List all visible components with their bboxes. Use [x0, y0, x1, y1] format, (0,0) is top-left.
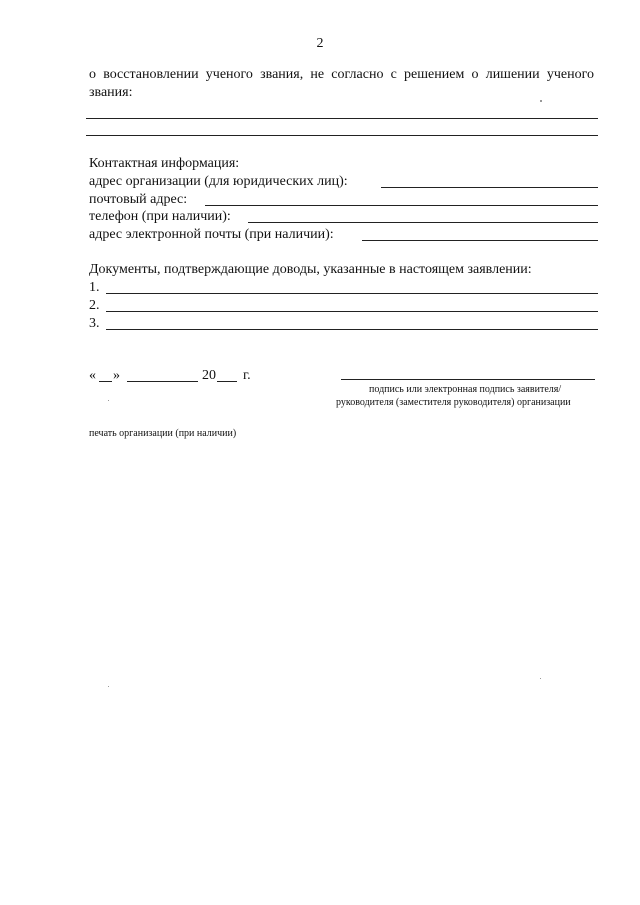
date-year-prefix: 20: [202, 368, 216, 383]
date-day-field[interactable]: [99, 381, 112, 382]
signature-caption-line-1: подпись или электронная подпись заявителя/: [369, 384, 562, 395]
org-address-label: адрес организации (для юридических лиц):: [89, 174, 348, 189]
seal-note: печать организации (при наличии): [89, 428, 237, 439]
date-year-suffix: г.: [243, 368, 251, 383]
document-item-2-field[interactable]: [106, 311, 598, 312]
document-item-3-field[interactable]: [106, 329, 598, 330]
signature-caption-line-2: руководителя (заместителя руководителя) организации: [336, 397, 571, 408]
document-item-number: 1.: [89, 280, 100, 295]
org-address-field[interactable]: [381, 187, 598, 188]
document-item-number: 2.: [89, 298, 100, 313]
date-year-field[interactable]: [217, 381, 237, 382]
document-item-number: 3.: [89, 316, 100, 331]
phone-label: телефон (при наличии):: [89, 209, 231, 224]
intro-paragraph: о восстановлении ученого звания, не согласно с решением о лишении ученого звания:: [89, 67, 594, 100]
document-item-1-field[interactable]: [106, 293, 598, 294]
scan-speck: [540, 100, 542, 102]
date-month-field[interactable]: [127, 381, 198, 382]
email-label: адрес электронной почты (при наличии):: [89, 227, 334, 242]
page-number: 2: [316, 36, 324, 51]
scan-speck: [108, 400, 109, 401]
phone-field[interactable]: [248, 222, 598, 223]
documents-heading: Документы, подтверждающие доводы, указанные в настоящем заявлении:: [89, 262, 532, 277]
postal-address-field[interactable]: [205, 205, 598, 206]
date-close-quote: »: [113, 368, 120, 383]
signature-field[interactable]: [341, 379, 595, 380]
postal-address-label: почтовый адрес:: [89, 192, 188, 207]
blank-line-1: [86, 118, 598, 119]
contacts-heading: Контактная информация:: [89, 156, 240, 171]
scan-speck: [540, 678, 541, 679]
blank-line-2: [86, 135, 598, 136]
date-open-quote: «: [89, 368, 96, 383]
email-field[interactable]: [362, 240, 598, 241]
scan-speck: [108, 686, 109, 687]
